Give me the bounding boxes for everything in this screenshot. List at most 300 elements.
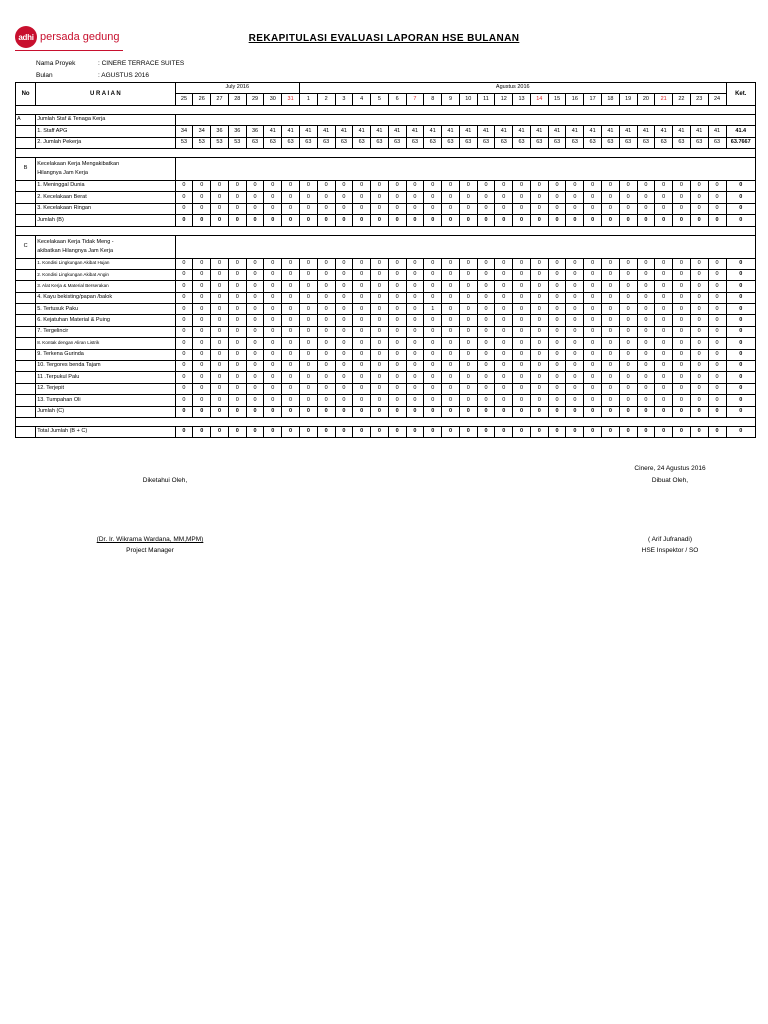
- value-cell: 0: [566, 426, 584, 437]
- value-cell: 0: [317, 258, 335, 269]
- ket-cell: 0: [726, 406, 756, 417]
- value-cell: 0: [246, 180, 264, 191]
- value-cell: 0: [619, 315, 637, 326]
- value-cell: 0: [655, 406, 673, 417]
- value-cell: 0: [353, 215, 371, 226]
- value-cell: 0: [602, 338, 620, 349]
- value-cell: 0: [175, 258, 193, 269]
- ket-cell: 0: [726, 292, 756, 303]
- value-cell: 1: [424, 304, 442, 315]
- value-cell: 0: [264, 203, 282, 214]
- value-cell: 0: [495, 383, 513, 394]
- value-cell: 0: [282, 315, 300, 326]
- value-cell: 0: [690, 304, 708, 315]
- value-cell: 0: [655, 215, 673, 226]
- value-cell: 0: [690, 269, 708, 280]
- value-cell: 0: [548, 361, 566, 372]
- value-cell: 0: [406, 180, 424, 191]
- value-cell: 0: [708, 203, 726, 214]
- value-cell: 63: [602, 137, 620, 148]
- value-cell: 63: [317, 137, 335, 148]
- value-cell: 0: [513, 215, 531, 226]
- row-label: 5. Tertusuk Paku: [36, 304, 175, 315]
- value-cell: 0: [477, 338, 495, 349]
- value-cell: 0: [193, 180, 211, 191]
- row-no: [16, 338, 36, 349]
- value-cell: 0: [602, 349, 620, 360]
- header-day: 6: [388, 94, 406, 105]
- value-cell: 0: [690, 349, 708, 360]
- value-cell: 0: [371, 338, 389, 349]
- value-cell: 41: [602, 126, 620, 137]
- value-cell: 0: [548, 372, 566, 383]
- row-no: [16, 180, 36, 191]
- value-cell: 63: [459, 137, 477, 148]
- value-cell: 0: [299, 326, 317, 337]
- value-cell: 0: [495, 281, 513, 292]
- value-cell: 0: [602, 292, 620, 303]
- value-cell: 0: [228, 315, 246, 326]
- value-cell: 0: [477, 326, 495, 337]
- value-cell: 0: [228, 215, 246, 226]
- value-cell: 0: [477, 292, 495, 303]
- value-cell: 0: [424, 258, 442, 269]
- value-cell: 0: [673, 426, 691, 437]
- value-cell: 0: [353, 180, 371, 191]
- ket-cell: 63.7667: [726, 137, 756, 148]
- value-cell: 0: [673, 203, 691, 214]
- value-cell: 0: [619, 338, 637, 349]
- value-cell: 0: [708, 361, 726, 372]
- header-row-months: [16, 83, 756, 94]
- value-cell: 63: [406, 137, 424, 148]
- value-cell: 0: [264, 383, 282, 394]
- value-cell: 0: [264, 192, 282, 203]
- value-cell: 0: [299, 258, 317, 269]
- value-cell: 63: [371, 137, 389, 148]
- value-cell: 0: [566, 215, 584, 226]
- value-cell: 0: [335, 372, 353, 383]
- value-cell: 0: [584, 315, 602, 326]
- value-cell: 0: [175, 180, 193, 191]
- value-cell: 0: [673, 192, 691, 203]
- value-cell: 0: [335, 269, 353, 280]
- value-cell: 0: [371, 315, 389, 326]
- value-cell: 0: [495, 338, 513, 349]
- value-cell: 0: [459, 326, 477, 337]
- row-label: 3. Alat Kerja & Material Berserakan: [36, 281, 175, 292]
- value-cell: 0: [406, 361, 424, 372]
- value-cell: 0: [406, 372, 424, 383]
- left-signatory-name: (Dr. Ir. Wikrama Wardana, MM,MPM): [96, 536, 204, 543]
- value-cell: 0: [371, 281, 389, 292]
- value-cell: 0: [513, 426, 531, 437]
- value-cell: 0: [513, 383, 531, 394]
- value-cell: 0: [637, 292, 655, 303]
- value-cell: 0: [477, 203, 495, 214]
- value-cell: 0: [228, 338, 246, 349]
- value-cell: 0: [708, 315, 726, 326]
- value-cell: 0: [317, 406, 335, 417]
- value-cell: 0: [584, 383, 602, 394]
- value-cell: 0: [353, 326, 371, 337]
- header-day: 13: [513, 94, 531, 105]
- value-cell: 0: [264, 258, 282, 269]
- value-cell: 0: [673, 383, 691, 394]
- value-cell: 0: [211, 203, 229, 214]
- logo-text: persada gedung: [40, 31, 120, 43]
- value-cell: 0: [424, 406, 442, 417]
- value-cell: 0: [655, 192, 673, 203]
- value-cell: 0: [264, 338, 282, 349]
- value-cell: 0: [299, 349, 317, 360]
- value-cell: 0: [193, 281, 211, 292]
- value-cell: 0: [619, 349, 637, 360]
- row-no: [16, 137, 36, 148]
- row-label: 9. Terkena Gurinda: [36, 349, 175, 360]
- value-cell: 0: [708, 269, 726, 280]
- value-cell: 0: [459, 426, 477, 437]
- ket-cell: 0: [726, 395, 756, 406]
- value-cell: 0: [371, 215, 389, 226]
- row-label: 11 .Terpukul Palu: [36, 372, 175, 383]
- value-cell: 0: [530, 269, 548, 280]
- value-cell: 0: [282, 258, 300, 269]
- header-day: 30: [264, 94, 282, 105]
- ket-cell: 0: [726, 326, 756, 337]
- value-cell: 0: [246, 281, 264, 292]
- value-cell: 0: [175, 372, 193, 383]
- value-cell: 0: [388, 292, 406, 303]
- value-cell: 0: [246, 304, 264, 315]
- value-cell: 0: [353, 426, 371, 437]
- value-cell: 0: [477, 372, 495, 383]
- value-cell: 0: [264, 292, 282, 303]
- value-cell: 0: [406, 281, 424, 292]
- value-cell: 0: [566, 361, 584, 372]
- section-header-row: [16, 114, 756, 125]
- value-cell: 63: [477, 137, 495, 148]
- value-cell: 0: [317, 349, 335, 360]
- data-row: [16, 258, 756, 269]
- value-cell: 0: [424, 361, 442, 372]
- value-cell: 0: [282, 215, 300, 226]
- value-cell: 0: [637, 180, 655, 191]
- value-cell: 0: [175, 215, 193, 226]
- value-cell: 0: [299, 215, 317, 226]
- value-cell: 0: [459, 281, 477, 292]
- header-day: 8: [424, 94, 442, 105]
- value-cell: 0: [388, 258, 406, 269]
- row-no: [16, 361, 36, 372]
- data-row: [16, 292, 756, 303]
- value-cell: 63: [388, 137, 406, 148]
- value-cell: 0: [193, 304, 211, 315]
- value-cell: 0: [246, 372, 264, 383]
- value-cell: 0: [353, 304, 371, 315]
- row-no: [16, 326, 36, 337]
- header-day: 19: [619, 94, 637, 105]
- value-cell: 0: [424, 269, 442, 280]
- value-cell: 0: [619, 372, 637, 383]
- ket-cell: 0: [726, 372, 756, 383]
- value-cell: 0: [690, 281, 708, 292]
- value-cell: 0: [406, 338, 424, 349]
- value-cell: 41: [442, 126, 460, 137]
- value-cell: 0: [690, 361, 708, 372]
- value-cell: 0: [335, 315, 353, 326]
- value-cell: 0: [530, 192, 548, 203]
- value-cell: 0: [299, 304, 317, 315]
- value-cell: 63: [548, 137, 566, 148]
- value-cell: 0: [548, 258, 566, 269]
- ket-cell: 0: [726, 258, 756, 269]
- value-cell: 0: [388, 315, 406, 326]
- section-title-line: akibatkan Hilangnya Jam Kerja: [37, 247, 114, 254]
- value-cell: 0: [246, 292, 264, 303]
- value-cell: 0: [584, 304, 602, 315]
- value-cell: 0: [637, 349, 655, 360]
- value-cell: 0: [530, 338, 548, 349]
- value-cell: 0: [584, 349, 602, 360]
- value-cell: 0: [228, 304, 246, 315]
- right-signatory-role: HSE Inspektor / SO: [641, 547, 699, 554]
- value-cell: 41: [388, 126, 406, 137]
- row-label: 10. Tergores benda Tajam: [36, 361, 175, 372]
- value-cell: 41: [619, 126, 637, 137]
- value-cell: 0: [228, 349, 246, 360]
- value-cell: 0: [513, 304, 531, 315]
- value-cell: 0: [459, 258, 477, 269]
- value-cell: 0: [175, 395, 193, 406]
- value-cell: 0: [637, 383, 655, 394]
- value-cell: 41: [530, 126, 548, 137]
- value-cell: 0: [282, 326, 300, 337]
- value-cell: 0: [388, 215, 406, 226]
- value-cell: 0: [548, 426, 566, 437]
- value-cell: 0: [353, 315, 371, 326]
- value-cell: 0: [495, 406, 513, 417]
- value-cell: 0: [495, 192, 513, 203]
- value-cell: 0: [477, 315, 495, 326]
- value-cell: 0: [655, 281, 673, 292]
- value-cell: 0: [548, 406, 566, 417]
- value-cell: 0: [335, 292, 353, 303]
- value-cell: 0: [228, 203, 246, 214]
- header-day: 28: [228, 94, 246, 105]
- value-cell: 0: [282, 203, 300, 214]
- row-no: [16, 372, 36, 383]
- value-cell: 63: [424, 137, 442, 148]
- value-cell: 36: [211, 126, 229, 137]
- value-cell: 0: [637, 203, 655, 214]
- value-cell: 0: [637, 372, 655, 383]
- section-title-line: Kecelakaan Kerja Tidak Meng -: [37, 238, 114, 245]
- value-cell: 0: [442, 338, 460, 349]
- value-cell: 0: [175, 338, 193, 349]
- value-cell: 0: [513, 361, 531, 372]
- value-cell: 34: [175, 126, 193, 137]
- value-cell: 0: [655, 203, 673, 214]
- data-row: [16, 383, 756, 394]
- value-cell: 41: [584, 126, 602, 137]
- value-cell: 0: [282, 338, 300, 349]
- value-cell: 0: [655, 426, 673, 437]
- value-cell: 0: [317, 192, 335, 203]
- value-cell: 0: [477, 215, 495, 226]
- value-cell: 0: [406, 395, 424, 406]
- value-cell: 0: [708, 395, 726, 406]
- value-cell: 0: [424, 349, 442, 360]
- value-cell: 0: [264, 326, 282, 337]
- value-cell: 0: [495, 292, 513, 303]
- value-cell: 0: [584, 258, 602, 269]
- row-label: 1. Kondisi Lingkungan Akibat Hujan: [36, 258, 175, 269]
- ket-cell: 0: [726, 304, 756, 315]
- value-cell: 0: [673, 180, 691, 191]
- value-cell: 0: [193, 426, 211, 437]
- value-cell: 0: [193, 215, 211, 226]
- data-row: [16, 269, 756, 280]
- value-cell: 0: [317, 180, 335, 191]
- header-day: 15: [548, 94, 566, 105]
- value-cell: 0: [406, 215, 424, 226]
- header-day: 1: [299, 94, 317, 105]
- value-cell: 0: [708, 406, 726, 417]
- value-cell: 0: [566, 315, 584, 326]
- value-cell: 34: [193, 126, 211, 137]
- value-cell: 0: [673, 258, 691, 269]
- value-cell: 0: [388, 281, 406, 292]
- value-cell: 0: [530, 292, 548, 303]
- value-cell: 0: [282, 192, 300, 203]
- value-cell: 0: [442, 395, 460, 406]
- value-cell: 0: [619, 180, 637, 191]
- value-cell: 0: [264, 281, 282, 292]
- value-cell: 0: [655, 180, 673, 191]
- value-cell: 0: [388, 203, 406, 214]
- value-cell: 0: [637, 406, 655, 417]
- row-no: [16, 203, 36, 214]
- header-day: 31: [282, 94, 300, 105]
- value-cell: 0: [175, 383, 193, 394]
- value-cell: 0: [228, 192, 246, 203]
- value-cell: 0: [388, 326, 406, 337]
- value-cell: 0: [459, 406, 477, 417]
- value-cell: 41: [495, 126, 513, 137]
- value-cell: 41: [673, 126, 691, 137]
- header-day: 26: [193, 94, 211, 105]
- value-cell: 41: [317, 126, 335, 137]
- value-cell: 0: [228, 406, 246, 417]
- value-cell: 0: [282, 349, 300, 360]
- value-cell: 63: [282, 137, 300, 148]
- data-row: [16, 203, 756, 214]
- value-cell: 0: [211, 383, 229, 394]
- row-label: 1. Meninggal Dunia: [36, 180, 175, 191]
- section-letter: C: [16, 235, 36, 258]
- spacer-row: [16, 105, 756, 114]
- value-cell: 0: [371, 192, 389, 203]
- value-cell: 0: [353, 292, 371, 303]
- value-cell: 63: [495, 137, 513, 148]
- value-cell: 0: [530, 304, 548, 315]
- value-cell: 0: [673, 215, 691, 226]
- value-cell: 0: [584, 192, 602, 203]
- data-row: [16, 137, 756, 148]
- row-no: [16, 426, 36, 437]
- value-cell: 0: [442, 292, 460, 303]
- value-cell: 0: [424, 338, 442, 349]
- value-cell: 0: [264, 315, 282, 326]
- data-row: [16, 361, 756, 372]
- header-day: 14: [530, 94, 548, 105]
- value-cell: 0: [246, 395, 264, 406]
- row-no: [16, 258, 36, 269]
- data-row: [16, 315, 756, 326]
- value-cell: 0: [513, 349, 531, 360]
- place-date: Cinere, 24 Agustus 2016: [634, 465, 706, 472]
- value-cell: 0: [673, 304, 691, 315]
- value-cell: 41: [690, 126, 708, 137]
- data-row: [16, 338, 756, 349]
- value-cell: 0: [228, 292, 246, 303]
- value-cell: 0: [282, 292, 300, 303]
- value-cell: 0: [406, 203, 424, 214]
- spacer-row: [16, 417, 756, 426]
- ket-cell: 0: [726, 281, 756, 292]
- value-cell: 0: [637, 215, 655, 226]
- value-cell: 53: [211, 137, 229, 148]
- value-cell: 0: [690, 406, 708, 417]
- value-cell: 0: [442, 304, 460, 315]
- header-day: 22: [673, 94, 691, 105]
- value-cell: 0: [228, 361, 246, 372]
- value-cell: 0: [282, 269, 300, 280]
- value-cell: 0: [353, 258, 371, 269]
- value-cell: 0: [548, 338, 566, 349]
- value-cell: 0: [459, 315, 477, 326]
- header-day: 7: [406, 94, 424, 105]
- value-cell: 0: [566, 203, 584, 214]
- value-cell: 41: [264, 126, 282, 137]
- value-cell: 63: [442, 137, 460, 148]
- header-day: 21: [655, 94, 673, 105]
- value-cell: 0: [495, 304, 513, 315]
- value-cell: 0: [495, 361, 513, 372]
- value-cell: 0: [602, 258, 620, 269]
- value-cell: 0: [584, 361, 602, 372]
- value-cell: 0: [442, 426, 460, 437]
- row-no: [16, 395, 36, 406]
- value-cell: 0: [673, 269, 691, 280]
- value-cell: 0: [442, 326, 460, 337]
- value-cell: 0: [371, 361, 389, 372]
- data-row: [16, 281, 756, 292]
- value-cell: 41: [477, 126, 495, 137]
- data-row: [16, 326, 756, 337]
- ket-cell: 0: [726, 180, 756, 191]
- header-ket: Ket.: [726, 83, 756, 106]
- ket-cell: 0: [726, 361, 756, 372]
- value-cell: 0: [264, 349, 282, 360]
- value-cell: 0: [246, 269, 264, 280]
- value-cell: 41: [424, 126, 442, 137]
- value-cell: 0: [193, 203, 211, 214]
- value-cell: 0: [673, 338, 691, 349]
- value-cell: 0: [335, 258, 353, 269]
- row-label: 8. Kontak dengan Aliran Listrik: [36, 338, 175, 349]
